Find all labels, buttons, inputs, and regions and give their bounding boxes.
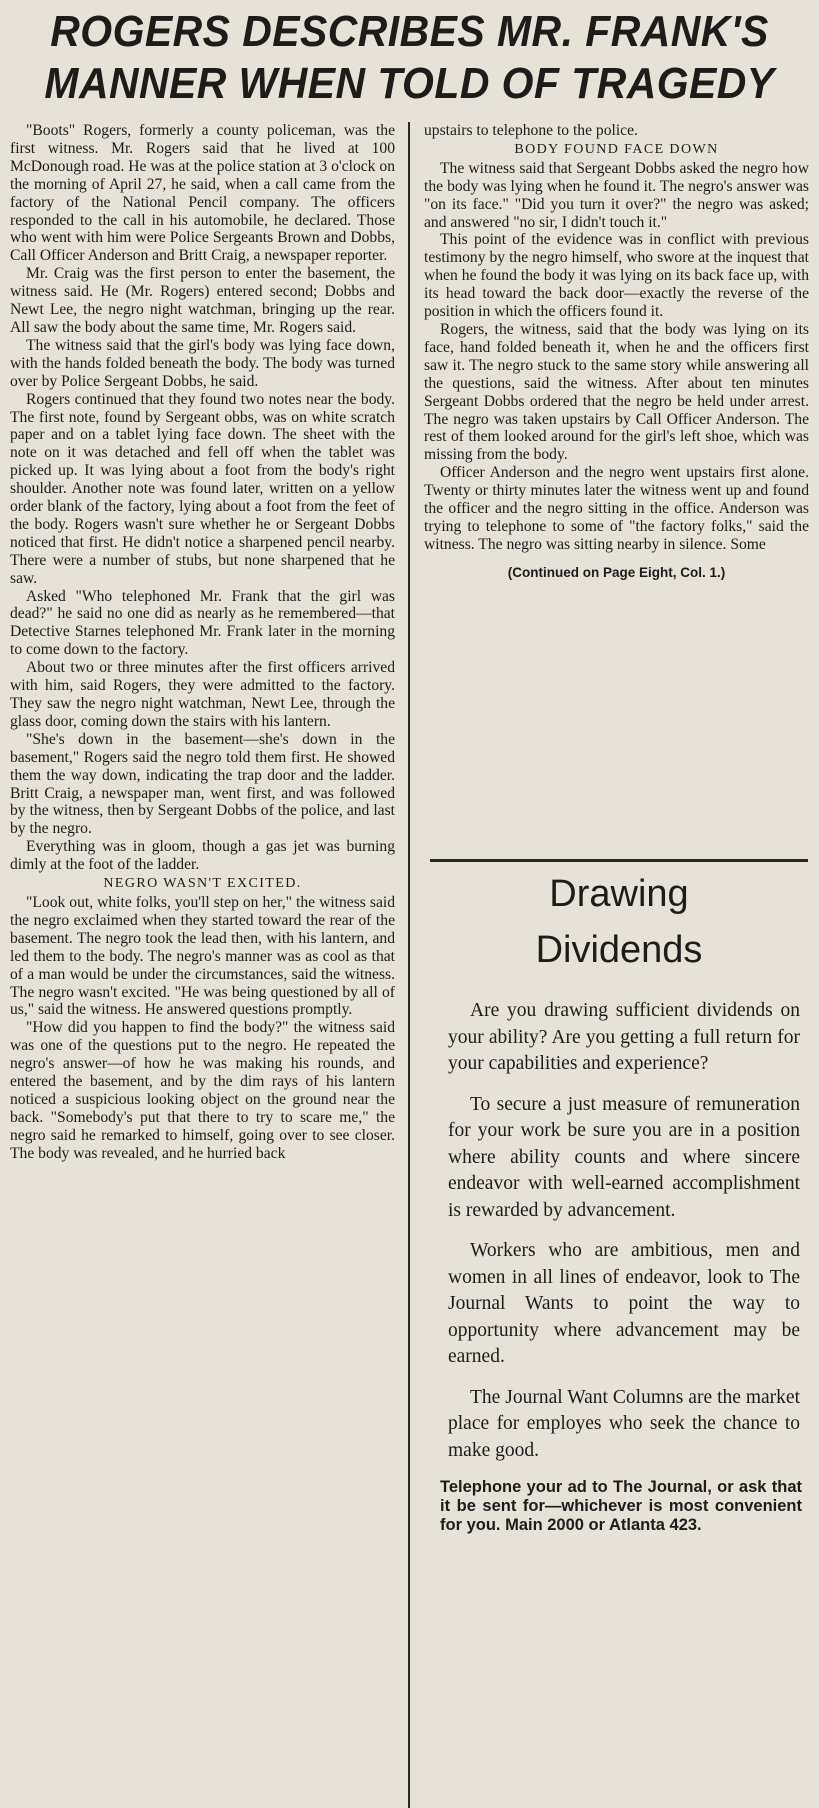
article-column-left: [10, 122, 395, 1163]
article-subhead: NEGRO WASN'T EXCITED.: [103, 876, 302, 892]
ad-title: [430, 866, 808, 978]
article-paragraph: Asked "Who telephoned Mr. Frank that the girl was dead?" he said no one did as nearly as he remembered—that Detective Starnes telephoned Mr. Frank later in the morning to come down to the factory.: [10, 587, 395, 659]
article-paragraph: The witness said that the girl's body was lying face down, with the hands folded beneath the body. The body was turned over by Police Sergeant Dobbs, he said.: [10, 336, 395, 390]
article-paragraph: The witness said that Sergeant Dobbs asked the negro how the body was lying when he found it. The negro's answer was "on its face." "Did you turn it over?" the negro was asked; and answered "no sir, I didn't touch it.": [424, 159, 809, 231]
article-paragraph: Everything was in gloom, though a gas jet was burning dimly at the foot of the ladder.: [10, 838, 395, 874]
article-paragraph: Officer Anderson and the negro went upstairs first alone. Twenty or thirty minutes later the witness went up and found the officer and the negro sitting in the office. Anderson was trying to telephone to some of "the factory folks," said the witness. The negro was sitting nearby in silence. Some: [424, 464, 809, 553]
continued-notice: (Continued on Page Eight, Col. 1.): [507, 564, 726, 580]
article-paragraph: upstairs to telephone to the police.: [424, 122, 638, 139]
article-paragraph: Rogers, the witness, said that the body was lying on its face, hand folded beneath it, when he and the officers first saw it. The negro stuck to the same story while answering all the questions, said the witness. After about ten minutes Sergeant Dobbs ordered that the negro be held under arrest. The negro was taken upstairs by Call Officer Anderson. The rest of them looked around for the girl's left shoe, which was missing from the body.: [424, 320, 809, 464]
ad-paragraph: Workers who are ambitious, men and women in all lines of endeavor, look to The Journal Wants to point the way to opportunity where advancement may be earned.: [448, 1240, 800, 1367]
article-paragraph: "How did you happen to find the body?" the witness said was one of the questions put to the negro. He repeated the negro's answer—of how he was making his rounds, and entered the basement, and by the dim rays of his lantern noticed a suspicious looking object on the ground near the back. "Somebody's put that there to try to scare me," the negro said he remarked to himself, going over to see closer. The body was revealed, and he hurried back: [10, 1019, 395, 1162]
ad-title-line-1: Drawing: [549, 873, 689, 915]
ad-footer: Telephone your ad to The Journal, or ask that it be sent for—whichever is most convenient for you. Main 2000 or Atlanta 423.: [440, 1478, 802, 1534]
article-paragraph: Rogers continued that they found two notes near the body. The first note, found by Sergeant obbs, was on white scratch paper and on a tablet lying face down. The sheet with the note on it was detached and fell off when the tablet was picked up. It was lying about a foot from the body's right shoulder. Another note was found later, written on a yellow order blank of the factory, lying about a foot from the feet of the body. Rogers wasn't sure whether he or Sergeant Dobbs noticed that first. He didn't notice a sharpened pencil nearby. There were a number of stubs, but none sharpened that he saw.: [10, 390, 395, 587]
advertisement: [430, 866, 808, 1535]
article-paragraph: "She's down in the basement—she's down in the basement," Rogers said the negro told them first. He showed them the way down, indicating the trap door and the ladder. Britt Craig, a newspaper man, went first, and was followed by the witness, then by Sergeant Dobbs of the police, and last by the negro.: [10, 730, 395, 838]
column-divider: [408, 122, 410, 1808]
ad-paragraph: The Journal Want Columns are the market place for employes who seek the chance to make good.: [448, 1386, 800, 1461]
article-column-right: [424, 122, 809, 582]
article-paragraph: About two or three minutes after the first officers arrived with him, said Rogers, they were admitted to the factory. They saw the negro night watchman, Newt Lee, through the glass door, coming down the stairs with his lantern.: [10, 659, 395, 730]
article-paragraph: Mr. Craig was the first person to enter the basement, the witness said. He (Mr. Rogers) entered second; Dobbs and Newt Lee, the negro night watchman, bringing up the rear. All saw the body about the same time, Mr. Rogers said.: [10, 265, 395, 336]
ad-paragraph: To secure a just measure of remuneration for your work be sure you are in a position where ability counts and where sincere endeavor with well-earned accomplishment is rewarded by advancement.: [448, 1093, 800, 1221]
ad-paragraph: Are you drawing sufficient dividends on your ability? Are you getting a full return for your capabilities and experience?: [448, 1000, 800, 1074]
headline: [29, 6, 791, 110]
article-paragraph: "Boots" Rogers, formerly a county policeman, was the first witness. Mr. Rogers said that he lived at 100 McDonough road. He was at the police station at 3 o'clock on the morning of April 27, he said, when a call came from the factory of the National Pencil company. The officers responded to the call in his automobile, he declared. Those who went with him were Police Sergeants Brown and Dobbs, Call Officer Anderson and Britt Craig, a newspaper reporter.: [10, 122, 395, 265]
headline-line-1: ROGERS DESCRIBES MR. FRANK'S: [50, 7, 769, 56]
headline-line-2: MANNER WHEN TOLD OF TRAGEDY: [44, 59, 775, 108]
article-subhead: BODY FOUND FACE DOWN: [514, 141, 719, 157]
article-paragraph: This point of the evidence was in conflict with previous testimony by the negro himself, who swore at the inquest that when he found the body it was lying on its back face up, with its head toward the back door—exactly the reverse of the position in which the officers found it.: [424, 231, 809, 321]
article-paragraph: "Look out, white folks, you'll step on her," the witness said the negro exclaimed when they started toward the rear of the basement. The negro took the lead then, with his lantern, and led them to the body. The negro's manner was as cool as that of a man would be under the circumstances, said the witness. The negro wasn't excited. "He was being questioned by all of us," said the witness. He answered questions promptly.: [10, 893, 395, 1019]
section-divider: [430, 859, 808, 862]
ad-title-line-2: Dividends: [535, 929, 703, 971]
